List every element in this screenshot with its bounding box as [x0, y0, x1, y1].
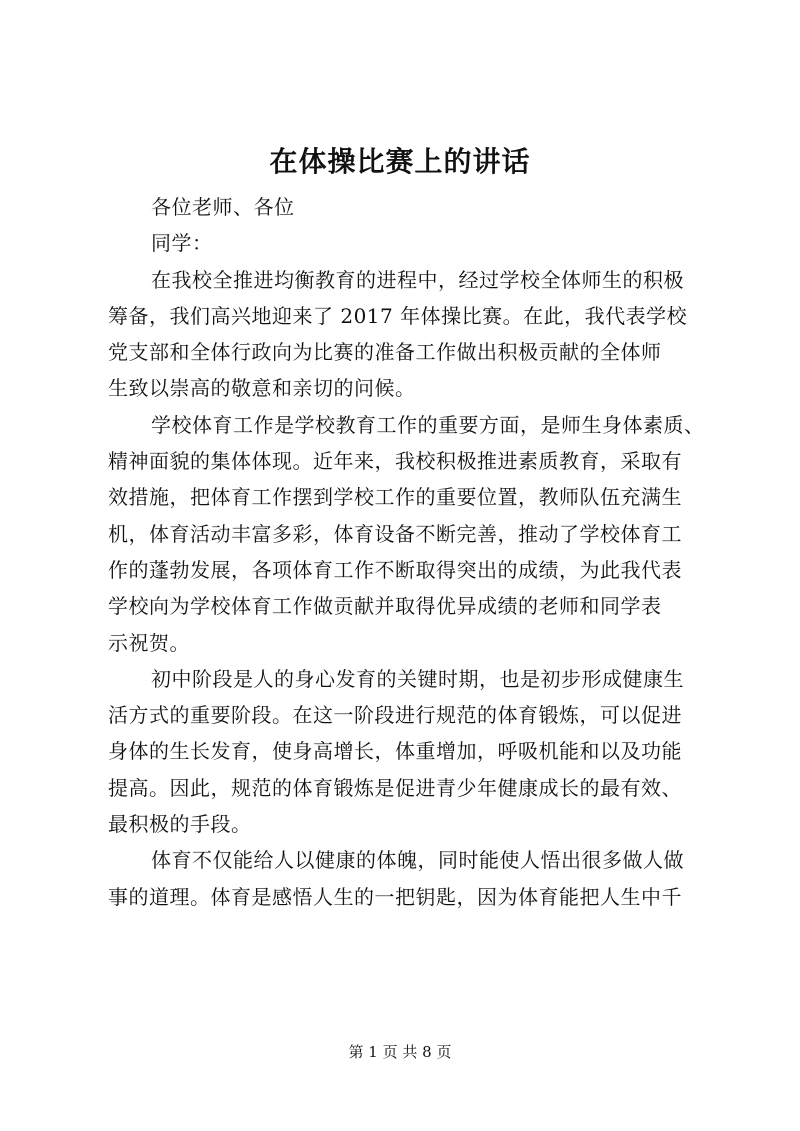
- paragraph-line: 筹备，我们高兴地迎来了 2017 年体操比赛。在此，我代表学校: [108, 303, 688, 328]
- paragraph-line: 生致以崇高的敬意和亲切的问候。: [108, 376, 416, 401]
- document-title: 在体操比赛上的讲话: [269, 145, 531, 178]
- paragraph-line: 作的蓬勃发展，各项体育工作不断取得突出的成绩，为此我代表: [108, 557, 682, 582]
- paragraph-line: 学校向为学校体育工作做贡献并取得优异成绩的老师和同学表: [108, 594, 662, 619]
- paragraph-line: 最积极的手段。: [108, 812, 252, 837]
- paragraph-line: 党支部和全体行政向为比赛的准备工作做出积极贡献的全体师: [108, 340, 662, 365]
- paragraph-line: 初中阶段是人的身心发育的关键时期，也是初步形成健康生: [151, 666, 684, 691]
- paragraph-line: 机，体育活动丰富多彩，体育设备不断完善，推动了学校体育工: [108, 521, 682, 546]
- document-body: [108, 189, 712, 915]
- paragraph-line: 学校体育工作是学校教育工作的重要方面，是师生身体素质、: [151, 412, 705, 437]
- paragraph-line: 活方式的重要阶段。在这一阶段进行规范的体育锻炼，可以促进: [108, 703, 682, 728]
- paragraph-line: 在我校全推进均衡教育的进程中，经过学校全体师生的积极: [151, 267, 684, 292]
- paragraph-line: 效措施，把体育工作摆到学校工作的重要位置，教师队伍充满生: [108, 485, 682, 510]
- paragraph-line: 提高。因此，规范的体育锻炼是促进青少年健康成长的最有效、: [108, 775, 682, 800]
- paragraph-line: 精神面貌的集体体现。近年来，我校积极推进素质教育，采取有: [108, 449, 682, 474]
- paragraph-line: 身体的生长发育，使身高增长，体重增加，呼吸机能和以及功能: [108, 739, 682, 764]
- page-number-footer: 第 1 页 共 8 页: [348, 1043, 452, 1061]
- paragraph-line: 事的道理。体育是感悟人生的一把钥匙，因为体育能把人生中千: [108, 884, 682, 909]
- paragraph-line: 体育不仅能给人以健康的体魄，同时能使人悟出很多做人做: [151, 848, 684, 873]
- salutation-line: 各位老师、各位: [151, 195, 295, 219]
- salutation-line: 同学：: [151, 231, 213, 256]
- paragraph-line: 示祝贺。: [108, 630, 190, 655]
